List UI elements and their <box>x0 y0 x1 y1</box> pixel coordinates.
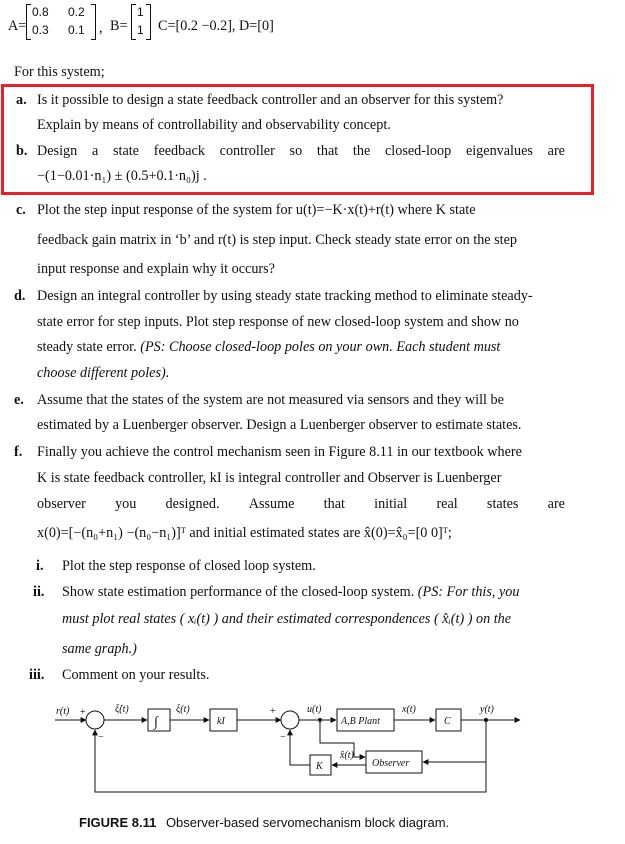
question-b-line1 <box>37 143 565 160</box>
label-ki: kI <box>217 716 225 727</box>
label-x: x(t) <box>402 704 416 715</box>
question-c-marker: c. <box>16 202 26 218</box>
question-f-word: are <box>547 496 565 512</box>
summing-junction-1 <box>86 711 104 729</box>
label-c: C <box>444 716 451 727</box>
subitem-ii-line1 <box>62 584 519 601</box>
matrix-a-right-bracket <box>91 4 96 40</box>
question-f-line1: Finally you achieve the control mechanism seen in Figure 8.11 in our textbook where <box>37 444 522 460</box>
question-f-word: Assume <box>248 496 295 512</box>
label-k: K <box>316 761 323 772</box>
subitem-i-marker: i. <box>36 558 44 574</box>
subitem-ii-line2: must plot real states ( xᵢ(t) ) and their estimated correspondences ( x̂ᵢ(t) ) on the <box>62 611 512 627</box>
subitem-iii-marker: iii. <box>29 667 45 683</box>
question-f-word: states <box>486 496 519 512</box>
question-d-marker: d. <box>14 288 26 304</box>
label-plus-1: + <box>80 707 86 718</box>
matrix-a-r1c1: 0.8 <box>32 5 49 19</box>
question-c-line1: Plot the step input response of the system for u(t)=−K·x(t)+r(t) where K state <box>37 202 476 218</box>
question-f-word: designed. <box>165 496 220 512</box>
subitem-ii-normal: Show state estimation performance of the closed-loop system. <box>62 584 415 600</box>
junction-dot-y <box>484 718 487 721</box>
matrix-a-comma: , <box>99 20 103 36</box>
intro-text: For this system; <box>14 64 105 80</box>
question-f-line4: x(0)=[−(n₀+n₁) −(n₀−n₁)]ᵀ and initial estimated states are x̂(0)=x̂₀=[0 0]ᵀ; <box>37 525 452 541</box>
question-b-word: controller <box>219 143 275 159</box>
label-minus-2: − <box>280 732 286 743</box>
question-d-line1: Design an integral controller by using steady state tracking method to eliminate steady- <box>37 288 533 304</box>
question-d-line3-italic: (PS: Choose closed-loop poles on your own. Each student must <box>140 339 501 355</box>
figure-caption <box>79 815 449 830</box>
question-c-line2: feedback gain matrix in ‘b’ and r(t) is step input. Check steady state error on the step <box>37 232 517 248</box>
label-u: u(t) <box>307 704 322 715</box>
label-observer: Observer <box>372 758 410 769</box>
question-b-eigenvalues: −(1−0.01·n₁) ± (0.5+0.1·n₀)j . <box>37 168 207 184</box>
block-diagram <box>0 695 625 810</box>
question-b-word: a <box>91 143 99 159</box>
question-b-word: so <box>289 143 303 159</box>
matrix-a-r1c2: 0.2 <box>68 5 85 19</box>
question-f-word: real <box>436 496 458 512</box>
subitem-ii-line3: same graph.) <box>62 641 137 657</box>
question-d-line2: state error for step inputs. Plot step response of new closed-loop system and show no <box>37 314 519 330</box>
label-xi-dot: ξ̇(t) <box>115 704 129 715</box>
matrix-b-label: B= <box>110 18 128 34</box>
figure-caption-label: FIGURE 8.11 <box>79 815 157 830</box>
question-f-line2: K is state feedback controller, kI is integral controller and Observer is Luenberger <box>37 470 502 486</box>
question-d-line4: choose different poles). <box>37 365 170 381</box>
matrix-c-d-def: C=[0.2 −0.2], D=[0] <box>158 18 274 34</box>
subitem-ii-marker: ii. <box>33 584 45 600</box>
subitem-iii-text: Comment on your results. <box>62 667 210 683</box>
matrix-a-r2c2: 0.1 <box>68 23 85 37</box>
subitem-ii-italic: (PS: For this, you <box>417 584 520 600</box>
question-b-word: are <box>547 143 565 159</box>
question-f-marker: f. <box>14 444 23 460</box>
label-r: r(t) <box>56 706 70 717</box>
question-b-word: Design <box>37 143 78 159</box>
question-e-marker: e. <box>14 392 24 408</box>
matrix-b-right-bracket <box>146 4 151 40</box>
matrix-a-label: A= <box>8 18 27 34</box>
label-xi: ξ(t) <box>176 704 190 715</box>
question-b-marker: b. <box>16 143 28 159</box>
junction-dot-u <box>318 718 321 721</box>
label-plus-2: + <box>270 706 276 717</box>
question-d-line3-normal: steady state error. <box>37 339 137 355</box>
question-f-word: initial <box>374 496 408 512</box>
label-integrator: ∫ <box>154 715 158 730</box>
integrator-block <box>148 709 170 731</box>
k-to-sum2-path <box>290 730 310 765</box>
question-b-word: state <box>112 143 139 159</box>
matrix-b-r2: 1 <box>137 23 144 37</box>
question-a-line1: Is it possible to design a state feedback controller and an observer for this system? <box>37 92 504 108</box>
matrix-a-r2c1: 0.3 <box>32 23 49 37</box>
label-minus-1: − <box>98 732 104 743</box>
question-d-line3 <box>37 339 500 356</box>
subitem-i-text: Plot the step response of closed loop system. <box>62 558 316 574</box>
question-f-word: that <box>323 496 345 512</box>
label-y: y(t) <box>480 704 494 715</box>
question-b-word: eigenvalues <box>465 143 533 159</box>
question-f-word: you <box>115 496 137 512</box>
matrix-b-r1: 1 <box>137 5 144 19</box>
question-b-word: feedback <box>153 143 205 159</box>
figure-caption-text: Observer-based servomechanism block diagram. <box>165 815 450 830</box>
question-e-line1: Assume that the states of the system are not measured via sensors and they will be <box>37 392 504 408</box>
matrix-b-left-bracket <box>131 4 136 40</box>
question-a-line2: Explain by means of controllability and observability concept. <box>37 117 391 133</box>
summing-junction-2 <box>281 711 299 729</box>
question-b-word: the <box>352 143 371 159</box>
question-e-line2: estimated by a Luenberger observer. Design a Luenberger observer to estimate states. <box>37 417 522 433</box>
question-c-line3: input response and explain why it occurs? <box>37 261 275 277</box>
question-f-line3 <box>37 496 565 513</box>
question-a-marker: a. <box>16 92 27 108</box>
matrix-a-left-bracket <box>26 4 31 40</box>
question-b-word: that <box>316 143 339 159</box>
label-plant: A,B Plant <box>341 716 380 727</box>
question-b-word: closed-loop <box>385 143 452 159</box>
question-f-word: observer <box>37 496 86 512</box>
label-xhat: x̂(t) <box>340 750 354 761</box>
